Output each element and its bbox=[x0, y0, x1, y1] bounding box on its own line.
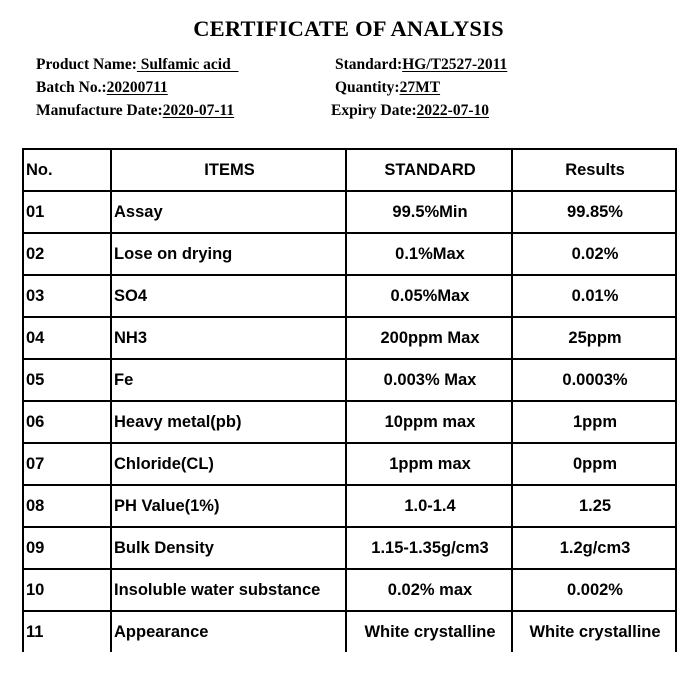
quantity-value: 27MT bbox=[399, 79, 441, 96]
table-row bbox=[23, 443, 676, 485]
column-header-no: No. bbox=[23, 149, 111, 191]
row-no: 08 bbox=[23, 485, 111, 527]
expiry-date-label: Expiry Date: bbox=[331, 102, 417, 119]
manufacture-date-value: 2020-07-11 bbox=[162, 102, 235, 119]
row-result: 0ppm bbox=[512, 443, 676, 485]
row-item: Heavy metal(pb) bbox=[111, 401, 346, 443]
row-no: 09 bbox=[23, 527, 111, 569]
row-standard: 1ppm max bbox=[346, 443, 512, 485]
table-row bbox=[23, 191, 676, 233]
row-result: 1.25 bbox=[512, 485, 676, 527]
batch-no-label: Batch No.: bbox=[36, 79, 107, 96]
row-standard: 0.05%Max bbox=[346, 275, 512, 317]
batch-no-value: 20200711 bbox=[106, 79, 168, 96]
manufacture-date-field bbox=[36, 102, 234, 120]
row-result: 1ppm bbox=[512, 401, 676, 443]
row-standard: 10ppm max bbox=[346, 401, 512, 443]
row-standard: 0.02% max bbox=[346, 569, 512, 611]
row-item: Insoluble water substance bbox=[111, 569, 346, 611]
table-row bbox=[23, 611, 676, 652]
row-item: Bulk Density bbox=[111, 527, 346, 569]
analysis-table bbox=[22, 148, 677, 652]
expiry-date-field bbox=[331, 102, 489, 120]
row-no: 10 bbox=[23, 569, 111, 611]
row-item: Appearance bbox=[111, 611, 346, 652]
row-result: 0.02% bbox=[512, 233, 676, 275]
row-standard: 1.15-1.35g/cm3 bbox=[346, 527, 512, 569]
standard-label: Standard: bbox=[335, 56, 403, 73]
row-result: 0.01% bbox=[512, 275, 676, 317]
product-name-value: Sulfamic acid bbox=[136, 56, 239, 73]
row-result: 25ppm bbox=[512, 317, 676, 359]
table-row bbox=[23, 317, 676, 359]
product-name-label: Product Name: bbox=[36, 56, 137, 73]
manufacture-date-label: Manufacture Date: bbox=[36, 102, 163, 119]
row-item: Fe bbox=[111, 359, 346, 401]
row-no: 04 bbox=[23, 317, 111, 359]
row-no: 06 bbox=[23, 401, 111, 443]
row-result: White crystalline bbox=[512, 611, 676, 652]
column-header-items: ITEMS bbox=[111, 149, 346, 191]
row-standard: 0.003% Max bbox=[346, 359, 512, 401]
row-standard: 1.0-1.4 bbox=[346, 485, 512, 527]
product-name-field bbox=[36, 56, 239, 74]
table-row bbox=[23, 485, 676, 527]
quantity-field bbox=[335, 79, 440, 97]
row-item: Assay bbox=[111, 191, 346, 233]
row-no: 07 bbox=[23, 443, 111, 485]
table-header-row bbox=[23, 149, 676, 191]
row-result: 1.2g/cm3 bbox=[512, 527, 676, 569]
row-standard: 200ppm Max bbox=[346, 317, 512, 359]
document-title: CERTIFICATE OF ANALYSIS bbox=[193, 16, 504, 41]
column-header-results: Results bbox=[512, 149, 676, 191]
row-result: 99.85% bbox=[512, 191, 676, 233]
row-item: NH3 bbox=[111, 317, 346, 359]
row-no: 05 bbox=[23, 359, 111, 401]
table-row bbox=[23, 233, 676, 275]
table-row bbox=[23, 359, 676, 401]
row-result: 0.0003% bbox=[512, 359, 676, 401]
row-item: Lose on drying bbox=[111, 233, 346, 275]
standard-value: HG/T2527-2011 bbox=[402, 56, 508, 73]
table-row bbox=[23, 527, 676, 569]
row-item: SO4 bbox=[111, 275, 346, 317]
row-no: 02 bbox=[23, 233, 111, 275]
table-row bbox=[23, 401, 676, 443]
row-item: Chloride(CL) bbox=[111, 443, 346, 485]
column-header-standard: STANDARD bbox=[346, 149, 512, 191]
table-row bbox=[23, 275, 676, 317]
row-result: 0.002% bbox=[512, 569, 676, 611]
row-standard: White crystalline bbox=[346, 611, 512, 652]
row-no: 11 bbox=[23, 611, 111, 652]
row-standard: 99.5%Min bbox=[346, 191, 512, 233]
row-no: 03 bbox=[23, 275, 111, 317]
batch-no-field bbox=[36, 79, 168, 97]
row-standard: 0.1%Max bbox=[346, 233, 512, 275]
expiry-date-value: 2022-07-10 bbox=[416, 102, 489, 119]
quantity-label: Quantity: bbox=[335, 79, 400, 96]
standard-field bbox=[335, 56, 507, 74]
row-item: PH Value(1%) bbox=[111, 485, 346, 527]
table-row bbox=[23, 569, 676, 611]
row-no: 01 bbox=[23, 191, 111, 233]
